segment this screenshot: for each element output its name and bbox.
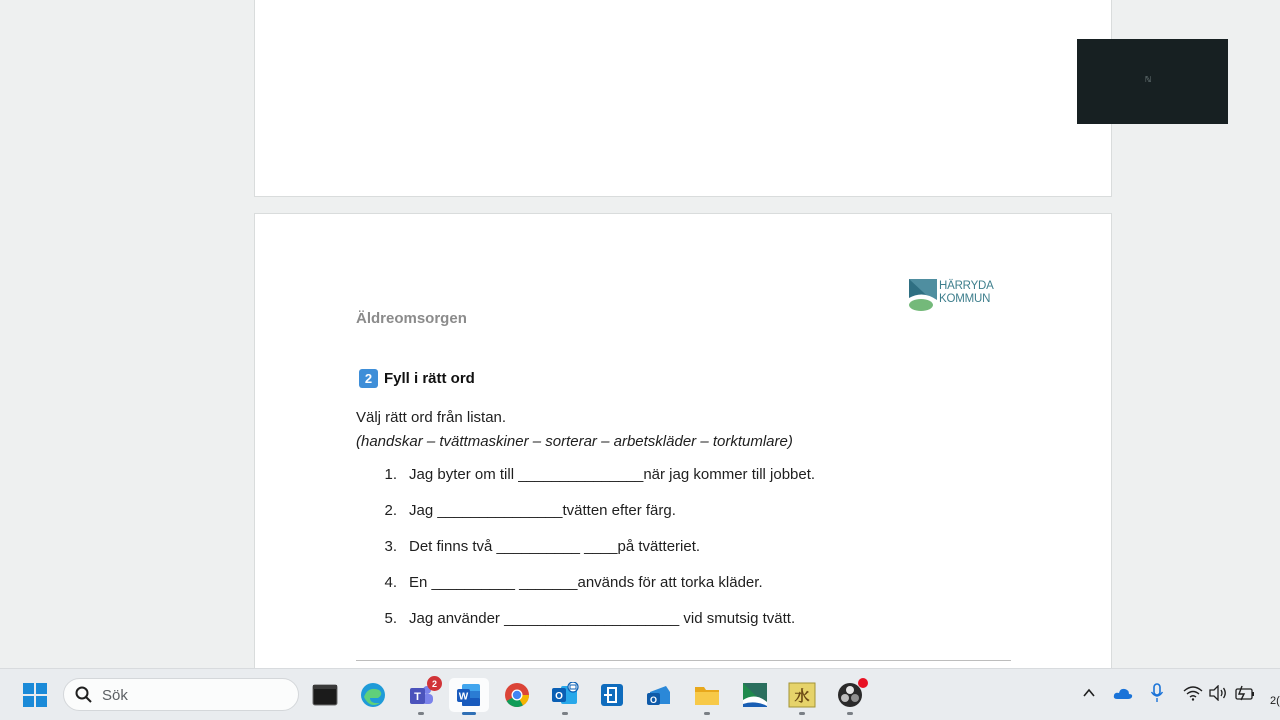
start-button[interactable] — [21, 681, 49, 709]
taskbar-app-blue[interactable] — [598, 681, 626, 709]
taskbar-file-explorer[interactable] — [693, 681, 721, 709]
running-indicator — [799, 712, 805, 715]
taskbar-terminal[interactable] — [311, 681, 339, 709]
folder-icon — [694, 683, 720, 707]
chrome-icon — [504, 682, 530, 708]
taskbar-word[interactable] — [449, 678, 489, 712]
document-page — [254, 213, 1112, 683]
item-number: 1. — [384, 466, 397, 483]
item-text: En __________ _______används för att torka kläder. — [409, 574, 763, 591]
battery-icon[interactable] — [1235, 685, 1255, 701]
recording-indicator-icon — [858, 678, 868, 688]
running-indicator — [562, 712, 568, 715]
logo-line-1: HÄRRYDA — [939, 280, 994, 292]
item-text: Jag _______________tvätten efter färg. — [409, 502, 676, 519]
dictionary-app-icon — [788, 682, 816, 708]
item-text: Jag använder _____________________ vid smutsig tvätt. — [409, 610, 796, 627]
harryda-app-icon — [742, 682, 768, 708]
svg-text:O: O — [649, 695, 658, 705]
word-list: (handskar – tvättmaskiner – sorterar – arbetskläder – torktumlare) — [356, 433, 793, 450]
harryda-emblem-icon — [909, 278, 939, 312]
logo-text — [939, 280, 994, 306]
department-heading: Äldreomsorgen — [356, 310, 467, 327]
search-icon — [75, 686, 93, 704]
taskbar-edge[interactable] — [359, 681, 387, 709]
clock[interactable]: 2( — [1270, 695, 1280, 707]
instruction-text: Välj rätt ord från listan. — [356, 409, 507, 426]
section-heading — [359, 369, 475, 388]
taskbar-teams[interactable] — [407, 678, 437, 709]
svg-text:W: W — [458, 691, 469, 703]
windows-logo-icon — [22, 682, 48, 708]
item-number: 3. — [384, 538, 397, 555]
video-overlay[interactable] — [1077, 39, 1228, 124]
item-number: 2. — [384, 502, 397, 519]
onedrive-cloud-icon[interactable] — [1113, 686, 1133, 700]
svg-text:O: O — [555, 691, 563, 702]
outlook-icon — [551, 682, 579, 708]
horizontal-rule — [356, 660, 1011, 661]
svg-text:水: 水 — [794, 687, 810, 705]
running-indicator — [847, 712, 853, 715]
notification-badge: 2 — [427, 676, 442, 691]
outlook-new-icon — [646, 682, 672, 708]
app-icon — [599, 682, 625, 708]
edge-icon — [360, 682, 386, 708]
wifi-icon[interactable] — [1183, 685, 1203, 701]
svg-text:T: T — [414, 691, 421, 703]
taskbar-chrome[interactable] — [503, 681, 531, 709]
volume-icon[interactable] — [1209, 685, 1227, 701]
taskbar — [0, 668, 1280, 720]
overlay-glyph: ℕ — [1145, 75, 1152, 84]
previous-page — [254, 0, 1112, 197]
taskbar-outlook[interactable] — [551, 681, 579, 709]
running-indicator — [418, 712, 424, 715]
search-input[interactable] — [63, 678, 299, 711]
keycap-number-icon: 2 — [359, 369, 378, 388]
chevron-up-icon[interactable] — [1081, 685, 1097, 701]
taskbar-kommun-app[interactable] — [741, 681, 769, 709]
taskbar-obs[interactable] — [836, 681, 864, 709]
active-indicator — [462, 712, 476, 715]
item-number: 5. — [384, 610, 397, 627]
section-title: Fyll i rätt ord — [384, 370, 475, 387]
item-number: 4. — [384, 574, 397, 591]
item-text: Det finns två __________ ____på tvätteriet. — [409, 538, 701, 555]
word-icon — [456, 682, 482, 708]
taskbar-app-yellow[interactable] — [788, 681, 816, 709]
terminal-icon — [312, 684, 338, 706]
running-indicator — [704, 712, 710, 715]
search-placeholder: Sök — [102, 687, 128, 704]
logo-line-2: KOMMUN — [939, 293, 991, 305]
item-text: Jag byter om till _______________när jag kommer till jobbet. — [409, 466, 816, 483]
microphone-icon[interactable] — [1150, 683, 1164, 703]
instructions — [356, 406, 793, 454]
taskbar-outlook-new[interactable] — [645, 681, 673, 709]
